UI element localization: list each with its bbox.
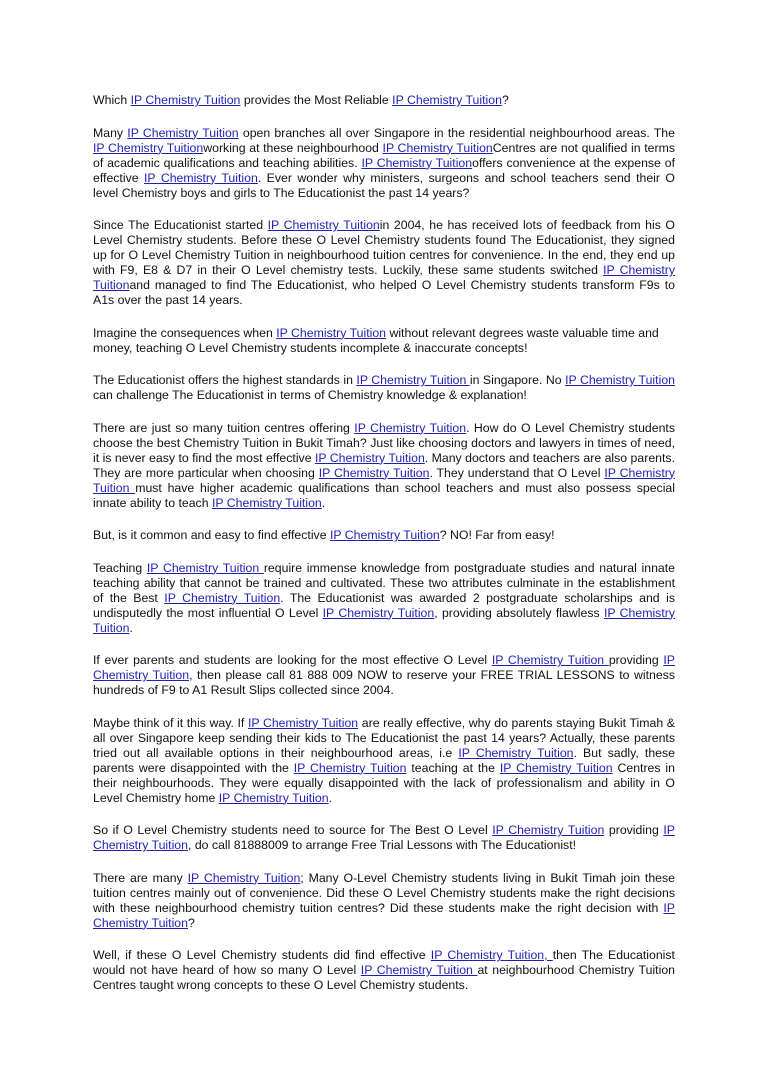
- ip-chemistry-tuition-link[interactable]: IP Chemistry Tuition,: [430, 948, 553, 962]
- paragraph-13: [93, 948, 675, 993]
- paragraph-text: There are just so many tuition centres offering: [93, 420, 355, 435]
- ip-chemistry-tuition-link[interactable]: IP Chemistry Tuition: [360, 963, 478, 977]
- paragraph-text: But, is it common and easy to find effective: [93, 528, 330, 542]
- paragraph-text: . They understand that O Level: [429, 465, 605, 480]
- paragraph-text: in Singapore. No: [469, 373, 566, 387]
- paragraph-8: [93, 561, 675, 636]
- paragraph-2: [93, 126, 675, 201]
- ip-chemistry-tuition-link[interactable]: IP Chemistry Tuition: [499, 760, 613, 775]
- paragraph-text: without relevant degrees waste valuable time and money, teaching O Level Chemistry students incomplete & inaccurate concepts!: [93, 325, 659, 355]
- paragraph-6: [93, 421, 675, 511]
- ip-chemistry-tuition-link[interactable]: IP Chemistry Tuition: [361, 155, 473, 170]
- paragraph-1: [93, 93, 675, 108]
- ip-chemistry-tuition-link[interactable]: IP Chemistry Tuition: [293, 760, 407, 775]
- paragraph-text: Many: [93, 125, 128, 140]
- ip-chemistry-tuition-link[interactable]: IP Chemistry Tuition: [146, 560, 264, 575]
- paragraph-text: then The Educationist would not have heard of how so many O Level: [93, 948, 675, 977]
- ip-chemistry-tuition-link[interactable]: IP Chemistry Tuition: [127, 125, 239, 140]
- ip-chemistry-tuition-link[interactable]: IP Chemistry Tuition: [322, 605, 435, 620]
- ip-chemistry-tuition-link[interactable]: IP Chemistry Tuition: [93, 653, 676, 682]
- paragraph-text: open branches all over Singapore in the residential neighbourhood areas. The: [238, 125, 675, 140]
- ip-chemistry-tuition-link[interactable]: IP Chemistry Tuition: [164, 590, 281, 605]
- ip-chemistry-tuition-link[interactable]: IP Chemistry Tuition: [458, 745, 574, 760]
- ip-chemistry-tuition-link[interactable]: IP Chemistry Tuition: [267, 218, 380, 232]
- paragraph-text: are really effective, why do parents staying Bukit Timah & all over Singapore keep sending their kids to The Educationist the past 14 years? Actually, these parents tried out all available options in their neighbourhood areas, i.e: [93, 715, 675, 760]
- ip-chemistry-tuition-link[interactable]: IP Chemistry Tuition: [187, 870, 301, 885]
- ip-chemistry-tuition-link[interactable]: IP Chemistry Tuition: [144, 170, 258, 185]
- ip-chemistry-tuition-link[interactable]: IP Chemistry Tuition: [492, 823, 605, 837]
- paragraph-text: . Many doctors and teachers are also parents. They are more particular when choosing: [93, 450, 675, 480]
- paragraph-text: , do call 81888009 to arrange Free Trial Lessons with The Educationist!: [188, 838, 577, 852]
- paragraph-text: ?: [501, 93, 509, 107]
- ip-chemistry-tuition-link[interactable]: IP Chemistry Tuition: [93, 605, 675, 635]
- paragraph-text: working at these neighbourhood: [203, 140, 383, 155]
- ip-chemistry-tuition-link[interactable]: IP Chemistry Tuition: [276, 325, 387, 340]
- paragraph-text: Well, if these O Level Chemistry students did find effective: [93, 948, 431, 962]
- ip-chemistry-tuition-link[interactable]: IP Chemistry Tuition: [93, 823, 675, 852]
- paragraph-text: Centres are not qualified in terms of academic qualifications and teaching abilities.: [93, 140, 675, 170]
- paragraph-text: can challenge The Educationist in terms of Chemistry knowledge & explanation!: [93, 388, 527, 402]
- paragraph-text: teaching at the: [406, 760, 500, 775]
- paragraph-12: [93, 871, 675, 931]
- paragraph-text: Maybe think of it this way. If: [93, 715, 248, 730]
- paragraph-text: . But sadly, these parents were disappointed with the: [93, 745, 675, 775]
- ip-chemistry-tuition-link[interactable]: IP Chemistry Tuition: [218, 790, 329, 805]
- paragraph-text: So if O Level Chemistry students need to source for The Best O Level: [93, 823, 493, 837]
- ip-chemistry-tuition-link[interactable]: IP Chemistry Tuition: [491, 653, 609, 667]
- paragraph-text: in 2004, he has received lots of feedback from his O Level Chemistry students. Before these O Level Chemistry students found The Educationist, they signed up for O Level Chemistry Tuition in neighbourhood tuition centres for convenience. In the end, they end up with F9, E8 & D7 in their O Level chemistry tests. Luckily, these same students switched: [93, 218, 676, 277]
- ip-chemistry-tuition-link[interactable]: IP Chemistry Tuition: [392, 93, 502, 107]
- ip-chemistry-tuition-link[interactable]: IP Chemistry Tuition: [314, 450, 425, 465]
- paragraph-text: , then please call 81 888 009 NOW to reserve your FREE TRIAL LESSONS to witness hundreds of F9 to A1 Result Slips collected since 2004.: [93, 668, 676, 697]
- paragraph-text: .: [328, 790, 332, 805]
- paragraph-text: ; Many O-Level Chemistry students living in Bukit Timah join these tuition centres mainly out of convenience. Did these O Level Chemistry students make the right decisions with these neighbourhood chemistry tuition centres? Did these students make the right decision with: [93, 870, 675, 915]
- paragraph-text: require immense knowledge from postgraduate studies and natural innate teaching ability that cannot be trained and cultivated. These two attributes culminate in the establishment of the Best: [93, 560, 675, 605]
- paragraph-text: .: [321, 495, 326, 510]
- paragraph-text: Which: [93, 93, 131, 107]
- paragraph-text: If ever parents and students are looking for the most effective O Level: [93, 653, 492, 667]
- paragraph-text: Centres in their neighbourhoods. They were equally disappointed with the lack of professionalism and ability in O Level Chemistry home: [93, 760, 675, 805]
- paragraph-text: providing: [604, 823, 664, 837]
- paragraph-9: [93, 653, 675, 698]
- ip-chemistry-tuition-link[interactable]: IP Chemistry Tuition: [130, 93, 241, 107]
- paragraph-text: , providing absolutely flawless: [434, 605, 604, 620]
- paragraph-text: provides the Most Reliable: [240, 93, 393, 107]
- paragraph-text: . The Educationist was awarded 2 postgraduate scholarships and is undisputedly the most influential O Level: [93, 590, 675, 620]
- ip-chemistry-tuition-link[interactable]: IP Chemistry Tuition: [93, 263, 676, 292]
- ip-chemistry-tuition-link[interactable]: IP Chemistry Tuition: [247, 715, 359, 730]
- paragraph-4: [93, 326, 675, 356]
- paragraph-text: .: [129, 620, 133, 635]
- paragraph-7: [93, 528, 675, 543]
- paragraph-text: . Ever wonder why ministers, surgeons and school teachers send their O level Chemistry boys and girls to The Educationist the past 14 years?: [93, 170, 675, 200]
- paragraph-text: and managed to find The Educationist, who helped O Level Chemistry students transform F9s to A1s over the past 14 years.: [93, 278, 675, 307]
- paragraph-5: [93, 373, 675, 403]
- ip-chemistry-tuition-link[interactable]: IP Chemistry Tuition: [356, 373, 470, 387]
- ip-chemistry-tuition-link[interactable]: IP Chemistry Tuition: [211, 495, 322, 510]
- paragraph-text: providing: [608, 653, 664, 667]
- paragraph-10: [93, 716, 675, 806]
- ip-chemistry-tuition-link[interactable]: IP Chemistry Tuition: [565, 373, 675, 387]
- paragraph-text: Since The Educationist started: [93, 218, 268, 232]
- paragraph-3: [93, 218, 675, 308]
- paragraph-11: [93, 823, 675, 853]
- paragraph-text: ? NO! Far from easy!: [439, 528, 555, 542]
- ip-chemistry-tuition-link[interactable]: IP Chemistry Tuition: [329, 528, 440, 542]
- ip-chemistry-tuition-link[interactable]: IP Chemistry Tuition: [93, 900, 675, 930]
- ip-chemistry-tuition-link[interactable]: IP Chemistry Tuition: [93, 465, 675, 495]
- document-body: [93, 93, 675, 1011]
- paragraph-text: The Educationist offers the highest standards in: [93, 373, 357, 387]
- paragraph-text: at neighbourhood Chemistry Tuition Centres taught wrong concepts to these O Level Chemistry students.: [93, 963, 676, 992]
- paragraph-text: Teaching: [93, 560, 147, 575]
- paragraph-text: . How do O Level Chemistry students choose the best Chemistry Tuition in Bukit Timah? Just like choosing doctors and lawyers in times of need, it is never easy to find the most effective: [93, 420, 676, 465]
- ip-chemistry-tuition-link[interactable]: IP Chemistry Tuition: [93, 140, 204, 155]
- paragraph-text: offers convenience at the expense of effective: [93, 155, 675, 185]
- paragraph-text: There are many: [93, 870, 188, 885]
- ip-chemistry-tuition-link[interactable]: IP Chemistry Tuition: [318, 465, 430, 480]
- paragraph-text: must have higher academic qualifications than school teachers and must also possess special innate ability to teach: [93, 480, 676, 510]
- paragraph-text: Imagine the consequences when: [93, 325, 277, 340]
- ip-chemistry-tuition-link[interactable]: IP Chemistry Tuition: [382, 140, 493, 155]
- paragraph-text: ?: [188, 915, 195, 930]
- ip-chemistry-tuition-link[interactable]: IP Chemistry Tuition: [354, 420, 467, 435]
